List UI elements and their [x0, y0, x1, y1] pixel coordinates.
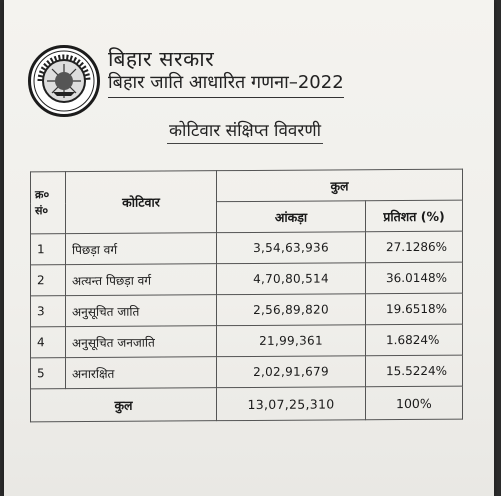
total-figure: 13,07,25,310	[217, 387, 366, 421]
row-figure: 3,54,63,936	[217, 232, 366, 264]
table-row	[31, 293, 463, 327]
total-percent: 100%	[366, 386, 463, 420]
table-row	[31, 231, 463, 265]
title-underline	[108, 97, 344, 99]
row-category: पिछड़ा वर्ग	[66, 233, 217, 265]
document-page	[4, 0, 494, 496]
header-percent: प्रतिशत (%)	[366, 200, 463, 232]
row-serial: 4	[31, 327, 66, 358]
row-figure: 21,99,361	[217, 325, 366, 357]
table-row	[31, 262, 463, 296]
row-category: अनारक्षित	[66, 357, 217, 389]
document-title-text: बिहार जाति आधारित गणना–2022	[108, 72, 344, 93]
row-category: अनुसूचित जाति	[66, 295, 217, 327]
table-subtitle	[169, 118, 321, 141]
row-serial: 5	[31, 358, 66, 389]
total-label: कुल	[31, 388, 217, 422]
row-figure: 4,70,80,514	[217, 263, 366, 295]
table-header-row-1	[31, 169, 463, 203]
row-percent: 36.0148%	[366, 262, 463, 294]
table-total-row	[31, 386, 463, 422]
header-serial-number: क्र० सं०	[31, 172, 66, 234]
category-summary-table	[30, 169, 463, 423]
row-percent: 19.6518%	[366, 293, 463, 325]
table-row	[31, 355, 463, 389]
government-name-heading: बिहार सरकार	[108, 47, 215, 71]
row-percent: 15.5224%	[366, 355, 463, 387]
row-figure: 2,02,91,679	[217, 356, 366, 388]
bihar-government-seal-logo	[28, 45, 100, 117]
row-serial: 2	[31, 265, 66, 296]
seal-emblem-icon	[31, 48, 97, 114]
row-serial: 1	[31, 234, 66, 265]
subtitle-text: कोटिवार संक्षिप्त विवरणी	[169, 121, 322, 141]
row-serial: 3	[31, 296, 66, 327]
row-category: अनुसूचित जनजाति	[66, 326, 217, 358]
document-title-heading	[108, 70, 344, 94]
subtitle-underline	[167, 143, 323, 145]
header-figures: आंकड़ा	[217, 201, 366, 233]
header-category: कोटिवार	[66, 171, 217, 234]
row-percent: 1.6824%	[366, 324, 463, 356]
row-figure: 2,56,89,820	[217, 294, 366, 326]
table-row	[31, 324, 463, 358]
row-percent: 27.1286%	[366, 231, 463, 263]
row-category: अत्यन्त पिछड़ा वर्ग	[66, 264, 217, 296]
header-total: कुल	[217, 169, 463, 202]
